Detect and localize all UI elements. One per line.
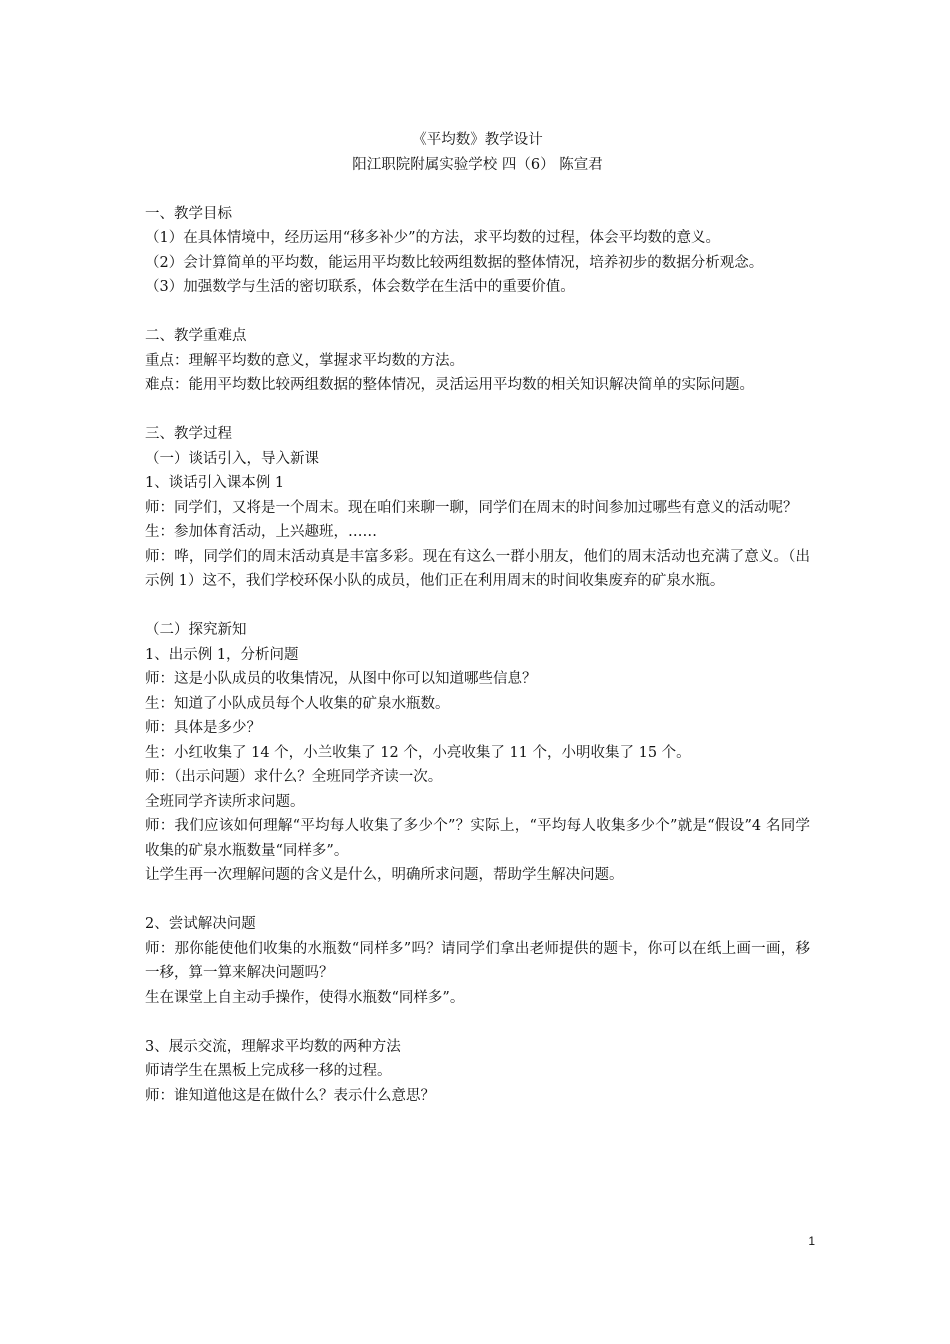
page-number: 1 xyxy=(808,1234,815,1248)
paragraph: 难点：能用平均数比较两组数据的整体情况，灵活运用平均数的相关知识解决简单的实际问题。 xyxy=(145,377,754,393)
paragraph: 师：谁知道他这是在做什么？表示什么意思？ xyxy=(145,1087,435,1104)
paragraph: 重点：理解平均数的意义，掌握求平均数的方法。 xyxy=(145,352,464,369)
spacer xyxy=(145,1010,810,1035)
spacer xyxy=(145,300,810,325)
paragraph: 生在课堂上自主动手操作，使得水瓶数“同样多”。 xyxy=(145,989,465,1006)
spacer xyxy=(145,888,810,913)
paragraph: 师：我们应该如何理解“平均每人收集了多少个”？实际上，“平均每人收集多少个”就是“假设”4 名同学收集的矿泉水瓶数量“同样多”。 xyxy=(145,818,810,859)
paragraph: 全班同学齐读所求问题。 xyxy=(145,793,305,810)
paragraph: 生：小红收集了 14 个，小兰收集了 12 个，小亮收集了 11 个，小明收集了 15 个。 xyxy=(145,744,691,761)
paragraph: （1）在具体情境中，经历运用“移多补少”的方法，求平均数的过程，体会平均数的意义。 xyxy=(145,230,721,246)
paragraph: 师：同学们，又将是一个周末。现在咱们来聊一聊，同学们在周末的时间参加过哪些有意义的活动呢？ xyxy=(145,499,798,516)
paragraph: （2）会计算简单的平均数，能运用平均数比较两组数据的整体情况，培养初步的数据分析观念。 xyxy=(145,254,764,271)
document-body xyxy=(145,128,810,1108)
paragraph: 1、谈话引入课本例 1 xyxy=(145,475,285,491)
section-heading: 二、教学重难点 xyxy=(145,328,247,344)
paragraph: 生：参加体育活动，上兴趣班，…… xyxy=(145,524,377,540)
section-heading: 2、尝试解决问题 xyxy=(145,916,256,932)
paragraph: 师：这是小队成员的收集情况，从图中你可以知道哪些信息？ xyxy=(145,671,537,687)
section-heading: 一、教学目标 xyxy=(145,205,232,222)
paragraph: 师：哗，同学们的周末活动真是丰富多彩。现在有这么一群小朋友，他们的周末活动也充满了意义。（出示例 1）这不，我们学校环保小队的成员，他们正在利用周末的时间收集废弃的矿泉水瓶。 xyxy=(145,548,810,589)
paragraph: 1、出示例 1，分析问题 xyxy=(145,646,299,663)
spacer xyxy=(145,398,810,423)
paragraph: （一）谈话引入，导入新课 xyxy=(145,450,319,467)
paragraph: 师：具体是多少？ xyxy=(145,720,261,736)
document-subtitle: 阳江职院附属实验学校 四（6） 陈宣君 xyxy=(352,156,603,173)
paragraph: 师：（出示问题）求什么？全班同学齐读一次。 xyxy=(145,769,443,785)
spacer xyxy=(145,594,810,619)
spacer xyxy=(145,177,810,202)
paragraph: （3）加强数学与生活的密切联系，体会数学在生活中的重要价值。 xyxy=(145,279,575,295)
section-heading: 三、教学过程 xyxy=(145,426,232,442)
section-heading: （二）探究新知 xyxy=(145,622,247,638)
paragraph: 生：知道了小队成员每个人收集的矿泉水瓶数。 xyxy=(145,695,450,712)
section-heading: 3、展示交流，理解求平均数的两种方法 xyxy=(145,1038,401,1055)
document-title: 《平均数》教学设计 xyxy=(412,132,543,148)
paragraph: 师：那你能使他们收集的水瓶数“同样多”吗？请同学们拿出老师提供的题卡，你可以在纸上画一画，移一移，算一算来解决问题吗？ xyxy=(145,940,810,981)
paragraph: 师请学生在黑板上完成移一移的过程。 xyxy=(145,1063,392,1079)
paragraph: 让学生再一次理解问题的含义是什么，明确所求问题，帮助学生解决问题。 xyxy=(145,867,624,883)
